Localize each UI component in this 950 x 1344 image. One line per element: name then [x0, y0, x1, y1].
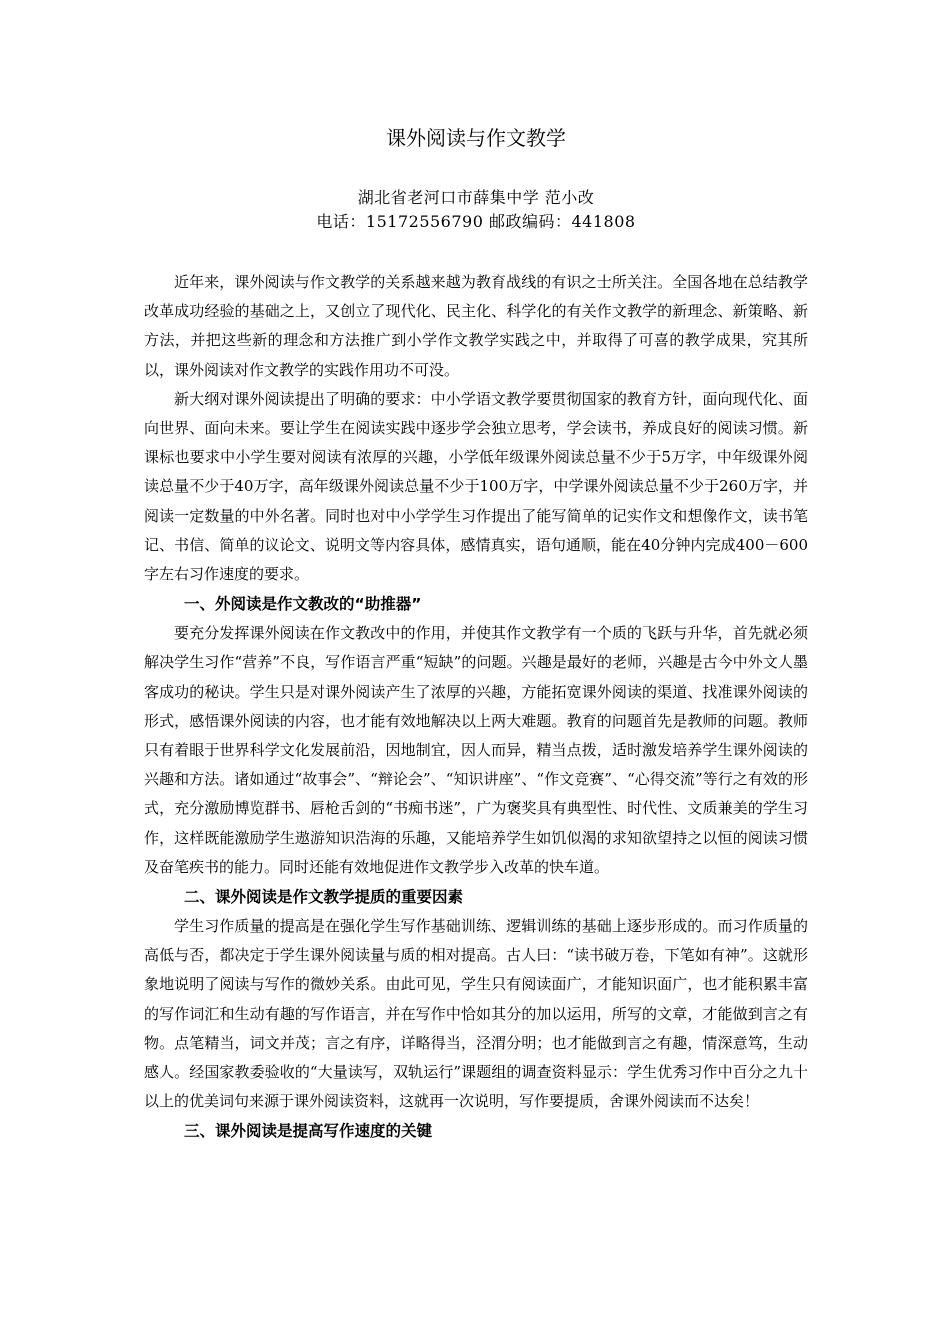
document-title: 课外阅读与作文教学: [386, 126, 566, 150]
contact-line: 电话：15172556790 邮政编码：441808: [316, 212, 636, 231]
section-paragraph-2: 学生习作质量的提高是在强化学生写作基础训练、逻辑训练的基础上逐步形成的。而习作质量的高低与否，都决定于学生课外阅读量与质的相对提高。古人曰：“读书破万卷，下笔如有神”。这就形象地说明了阅读与写作的微妙关系。由此可见，学生只有阅读面广，才能知识面广，也才能积累丰富的写作词汇和生动有趣的写作语言，并在写作中恰如其分的加以运用，所写的文章，才能做到言之有物。点笔精当，词文并茂；言之有序，详略得当，泾渭分明；也才能做到言之有趣，情深意笃，生动感人。经国家教委验收的“大量读写，双轨运行”课题组的调查资料显示：学生优秀习作中百分之九十以上的优美词句来源于课外阅读资料，这就再一次说明，写作要提质，舍课外阅读而不达矣！: [144, 917, 808, 1111]
section-paragraph-1: 要充分发挥课外阅读在作文教改中的作用，并使其作文教学有一个质的飞跃与升华，首先就必须解决学生习作“营养”不良，写作语言严重“短缺”的问题。兴趣是最好的老师，兴趣是古今中外文人墨客成功的秘诀。学生只是对课外阅读产生了浓厚的兴趣，方能拓宽课外阅读的渠道、找准课外阅读的形式，感悟课外阅读的内容，也才能有效地解决以上两大难题。教育的问题首先是教师的问题。教师只有着眼于世界科学文化发展前沿，因地制宜，因人而异，精当点拨，适时激发培养学生课外阅读的兴趣和方法。诸如通过“故事会”、“辩论会”、“知识讲座”、“作文竞赛”、“心得交流”等行之有效的形式，充分激励博览群书、唇枪舌剑的“书痴书迷”，广为褒奖具有典型性、时代性、文质兼美的学生习作，这样既能激励学生遨游知识浩海的乐趣，又能培养学生如饥似渴的求知欲望持之以恒的阅读习惯及奋笔疾书的能力。同时还能有效地促进作文教学步入改革的快车道。: [144, 624, 808, 876]
author-line: 湖北省老河口市薛集中学 范小改: [357, 188, 595, 207]
section-heading-2: 二、课外阅读是作文教学提质的重要因素: [184, 888, 464, 907]
section-heading-1: 一、外阅读是作文教改的“助推器”: [184, 595, 422, 614]
section-heading-3: 三、课外阅读是提高写作速度的关键: [184, 1122, 433, 1141]
syllabus-paragraph: 新大纲对课外阅读提出了明确的要求：中小学语文教学要贯彻国家的教育方针，面向现代化、面向世界、面向未来。要让学生在阅读实践中逐步学会独立思考，学会读书，养成良好的阅读习惯。新课标也要求中小学生要对阅读有浓厚的兴趣，小学低年级课外阅读总量不少于5万字，中年级课外阅读总量不少于40万字，高年级课外阅读总量不少于100万字，中学课外阅读总量不少于260万字，并阅读一定数量的中外名著。同时也对中小学学生习作提出了能写简单的记实作文和想像作文，读书笔记、书信、简单的议论文、说明文等内容具体，感情真实，语句通顺，能在40分钟内完成400－600字左右习作速度的要求。: [144, 389, 808, 584]
document-body: [144, 268, 808, 1146]
intro-paragraph: 近年来，课外阅读与作文教学的关系越来越为教育战线的有识之士所关注。全国各地在总结教学改革成功经验的基础之上，又创立了现代化、民主化、科学化的有关作文教学的新理念、新策略、新方法，并把这些新的理念和方法推广到小学作文教学实践之中，并取得了可喜的教学成果，究其所以，课外阅读对作文教学的实践作用功不可没。: [144, 273, 808, 379]
